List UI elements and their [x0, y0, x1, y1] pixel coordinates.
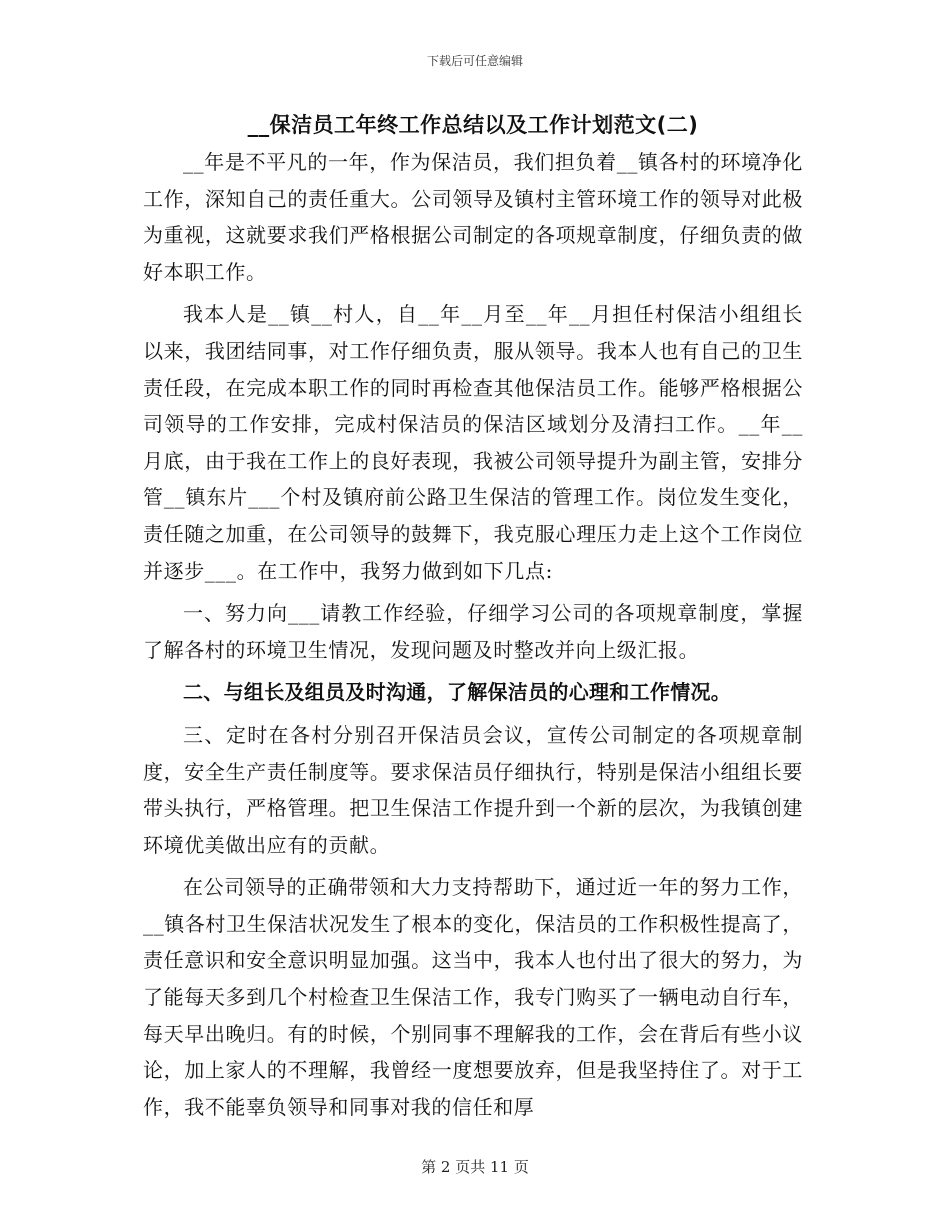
paragraph-results: 在公司领导的正确带领和大力支持帮助下，通过近一年的努力工作，__镇各村卫生保洁状况发生了根本的变化，保洁员的工作积极性提高了，责任意识和安全意识明显加强。这当中，我本人也付出了很大的努力，为了能每天多到几个村检查卫生保洁工作，我专门购买了一辆电动自行车，每天早出晚归。有的时候，个别同事不理解我的工作，会在背后有些小议论，加上家人的不理解，我曾经一度想要放弃，但是我坚持住了。对于工作，我不能辜负领导和同事对我的信任和厚: [143, 875, 803, 1119]
page-number-footer: 第 2 页共 11 页: [421, 1158, 529, 1176]
paragraph-background: 我本人是__镇__村人，自__年__月至__年__月担任村保洁小组组长以来，我团结同事，对工作仔细负责，服从领导。我本人也有自己的卫生责任段，在完成本职工作的同时再检查其他保洁员工作。能够严格根据公司领导的工作安排，完成村保洁员的保洁区域划分及清扫工作。__年__月底，由于我在工作上的良好表现，我被公司领导提升为副主管，安排分管__镇东片___个村及镇府前公路卫生保洁的管理工作。岗位发生变化，责任随之加重，在公司领导的鼓舞下，我克服心理压力走上这个工作岗位并逐步___。在工作中，我努力做到如下几点:: [143, 302, 803, 583]
page-header: 下载后可任意编辑: [426, 54, 523, 68]
document-title: __保洁员工年终工作总结以及工作计划范文(二): [247, 113, 699, 137]
paragraph-point-two: 二、与组长及组员及时沟通，了解保洁员的心理和工作情况。: [183, 680, 732, 705]
document-body: [143, 110, 803, 1131]
paragraph-intro: __年是不平凡的一年，作为保洁员，我们担负着__镇各村的环境净化工作，深知自己的责任重大。公司领导及镇村主管环境工作的领导对此极为重视，这就要求我们严格根据公司制定的各项规章制度，仔细负责的做好本职工作。: [143, 150, 803, 284]
paragraph-point-one: 一、努力向___请教工作经验，仔细学习公司的各项规章制度，掌握了解各村的环境卫生情况，发现问题及时整改并向上级汇报。: [143, 601, 803, 662]
paragraph-point-three: 三、定时在各村分别召开保洁员会议，宣传公司制定的各项规章制度，安全生产责任制度等。要求保洁员仔细执行，特别是保洁小组组长要带头执行，严格管理。把卫生保洁工作提升到一个新的层次，为我镇创建环境优美做出应有的贡献。: [143, 722, 803, 857]
